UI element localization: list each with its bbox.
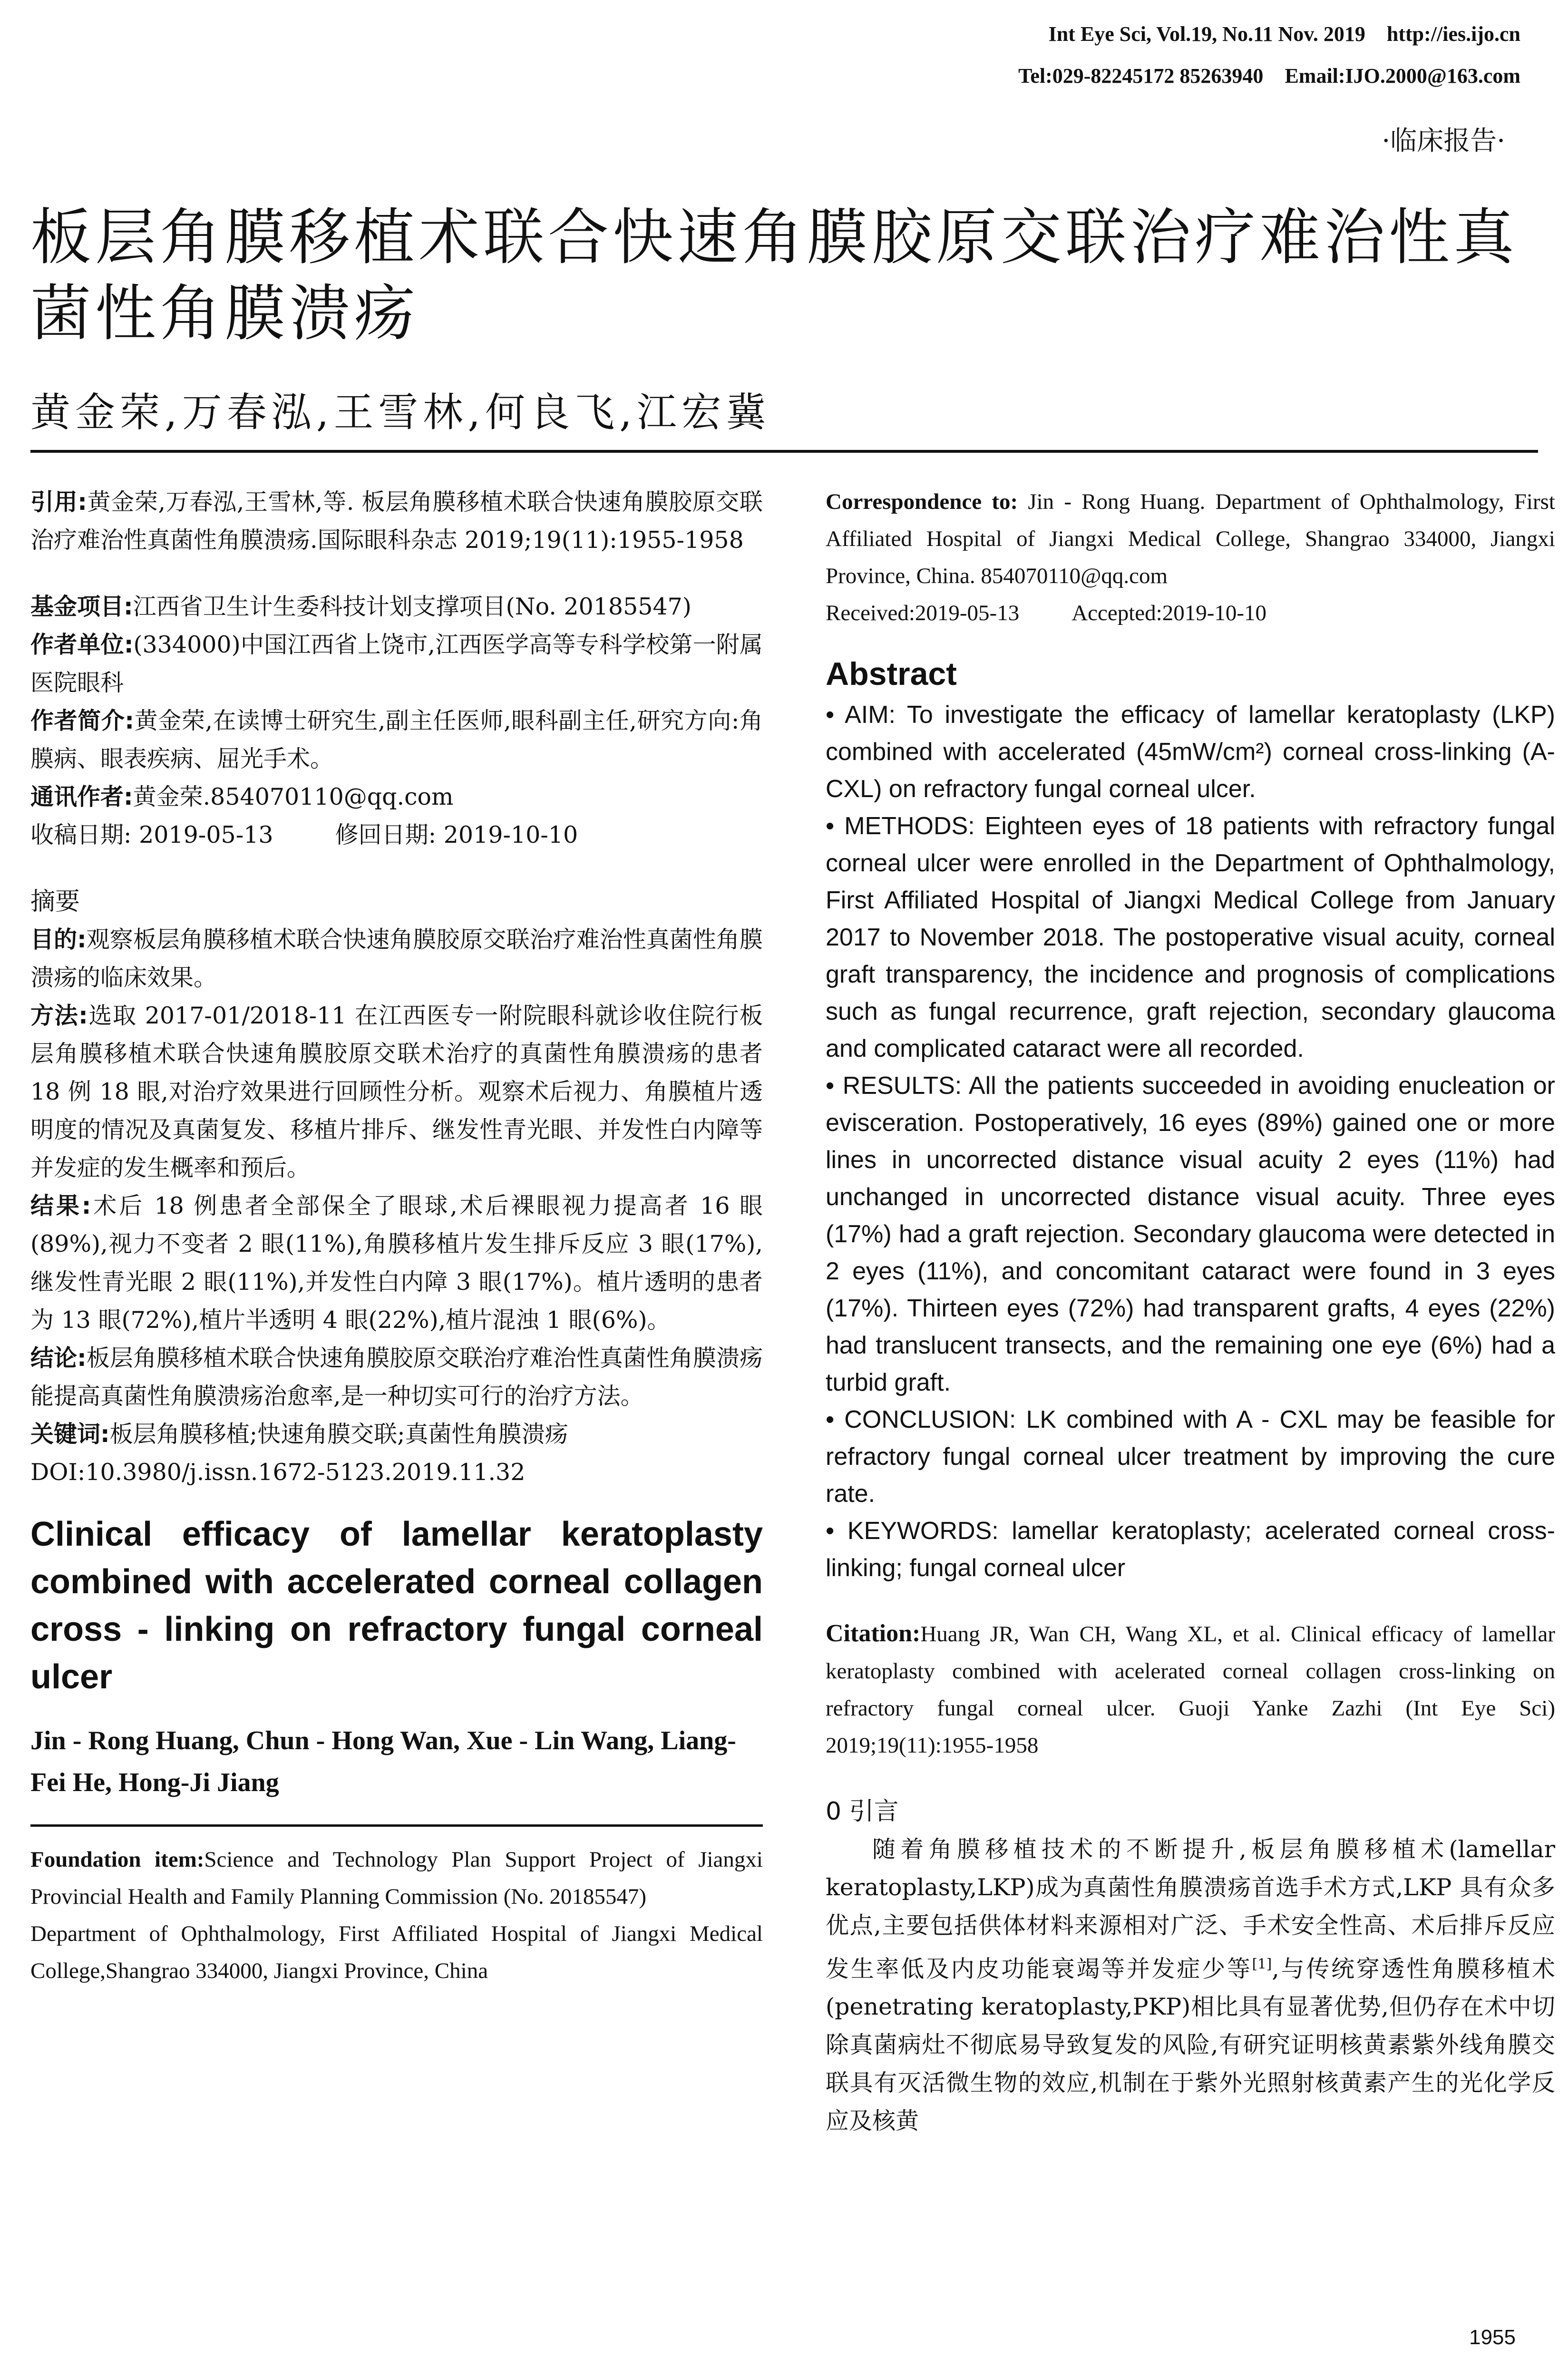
methods-cn <box>30 997 763 1187</box>
affiliation-en: Department of Ophthalmology, First Affiliated Hospital of Jiangxi Medical College,Shangrao 334000, Jiangxi Province, China <box>30 1921 763 1983</box>
authors-divider <box>30 1824 763 1827</box>
conclusion-cn-label: 结论: <box>30 1344 87 1372</box>
correspondence-text: Jin - Rong Huang. Department of Ophthalmology, First Affiliated Hospital of Jiangxi Medical College, Shangrao 334000, Jiangxi Province, China. 854070110@qq.com <box>826 489 1555 588</box>
intro-text: 随着角膜移植技术的不断提升,板层角膜移植术(lamellar keratoplasty,LKP)成为真菌性角膜溃疡首选手术方式,LKP 具有众多优点,主要包括供体材料来源相对广泛、手术安全性高、术后排斥反应发生率低及内皮功能衰竭等并发症少等 <box>826 1836 1555 1983</box>
bio-text: 黄金荣,在读博士研究生,副主任医师,眼科副主任,研究方向:角膜病、眼表疾病、屈光手术。 <box>30 707 763 772</box>
doi[interactable]: DOI:10.3980/j.issn.1672-5123.2019.11.32 <box>30 1459 526 1486</box>
aim-en: • AIM: To investigate the efficacy of lamellar keratoplasty (LKP) combined with accelerated (45mW/cm²) corneal cross-linking (A-CXL) on refractory fungal corneal ulcer. <box>826 701 1555 803</box>
bio-label: 作者简介: <box>30 707 135 734</box>
citation-cn <box>30 483 763 559</box>
results-cn <box>30 1187 763 1339</box>
keywords-en: • KEYWORDS: lamellar keratoplasty; acelerated corneal cross-linking; fungal corneal ulcer <box>826 1517 1555 1582</box>
methods-cn-label: 方法: <box>30 1002 88 1029</box>
fund-item <box>30 588 763 626</box>
correspondence-en <box>826 483 1555 594</box>
foundation-item <box>30 1841 763 1915</box>
fund-label: 基金项目: <box>30 593 133 620</box>
abstract-en-heading: Abstract <box>826 656 957 692</box>
page-number: 1955 <box>1469 2326 1516 2349</box>
abstract-cn-heading: 摘要 <box>30 887 80 916</box>
results-cn-label: 结果: <box>30 1192 91 1219</box>
english-title: Clinical efficacy of lamellar keratoplasty combined with accelerated corneal collagen cross - linking on refractory fungal corneal ulcer <box>30 1515 763 1696</box>
citation-cn-text: 黄金荣,万春泓,王雪林,等. 板层角膜移植术联合快速角膜胶原交联治疗难治性真菌性角膜溃疡.国际眼科杂志 2019;19(11):1955-1958 <box>30 488 763 554</box>
corr-cn-text: 黄金荣.854070110@qq.com <box>133 783 454 810</box>
journal-contact <box>1002 64 1520 88</box>
author-unit <box>30 626 763 702</box>
aim-cn-text: 观察板层角膜移植术联合快速角膜胶原交联治疗难治性真菌性角膜溃疡的临床效果。 <box>30 926 763 991</box>
dates-cn <box>30 816 763 854</box>
journal-tel: Tel:029-82245172 85263940 <box>1018 64 1264 88</box>
conclusion-cn <box>30 1339 763 1415</box>
results-en: • RESULTS: All the patients succeeded in avoiding enucleation or evisceration. Postoperatively, 16 eyes (89%) gained one or more lines in uncorrected distance visual acuity 2 eyes (11%) had unchanged in uncorrected distance visual acuity. Three eyes (17%) had a graft rejection. Secondary glaucoma were detected in 2 eyes (11%), and concomitant cataract were found in 3 eyes (17%). Thirteen eyes (72%) had transparent grafts, 4 eyes (22%) had translucent transects, and the remaining one eye (6%) had a turbid graft. <box>826 1072 1555 1396</box>
corresponding-author-cn <box>30 778 763 816</box>
keywords-cn-label: 关键词: <box>30 1421 110 1448</box>
author-bio <box>30 702 763 778</box>
unit-label: 作者单位: <box>30 631 134 658</box>
authors-chinese: 黄金荣,万春泓,王雪林,何良飞,江宏冀 <box>30 389 771 436</box>
conclusion-en: • CONCLUSION: LK combined with A - CXL may be feasible for refractory fungal corneal ulcer treatment by improving the cure rate. <box>826 1406 1555 1508</box>
journal-url[interactable]: http://ies.ijo.cn <box>1386 22 1520 46</box>
fund-text: 江西省卫生计生委科技计划支撑项目(No. 20185547) <box>133 593 691 620</box>
unit-text: (334000)中国江西省上饶市,江西医学高等专科学校第一附属医院眼科 <box>30 631 763 696</box>
citation-en <box>826 1615 1555 1764</box>
revised-cn: 修回日期: 2019-10-10 <box>335 821 578 848</box>
corr-cn-label: 通讯作者: <box>30 783 133 810</box>
intro-ref[interactable]: [1] <box>1252 1956 1272 1972</box>
aim-cn-label: 目的: <box>30 926 87 953</box>
methods-cn-text: 选取 2017-01/2018-11 在江西医专一附院眼科就诊收住院行板层角膜移植术联合快速角膜胶原交联术治疗的真菌性角膜溃疡的患者 18 例 18 眼,对治疗效果进行回顾性分析。观察术后视力、角膜植片透明度的情况及真菌复发、移植片排斥、继发性青光眼、并发性白内障等并发症的发生概率和预后。 <box>30 1002 763 1181</box>
article-title: 板层角膜移植术联合快速角膜胶原交联治疗难治性真菌性角膜溃疡 <box>30 202 1519 349</box>
title-divider <box>30 450 1538 453</box>
methods-en: • METHODS: Eighteen eyes of 18 patients with refractory fungal corneal ulcer were enrolled in the Department of Ophthalmology, First Affiliated Hospital of Jiangxi Medical College from January 2017 to November 2018. The postoperative visual acuity, corneal graft transparency, the incidence and prognosis of complications such as fungal recurrence, graft rejection, secondary glaucoma and complicated cataract were all recorded. <box>826 812 1555 1062</box>
results-cn-text: 术后 18 例患者全部保全了眼球,术后裸眼视力提高者 16 眼(89%),视力不变者 2 眼(11%),角膜移植片发生排斥反应 3 眼(17%),继发性青光眼 2 眼(11%),并发性白内障 3 眼(17%)。植片透明的患者为 13 眼(72%),植片半透明 4 眼(22%),植片混浊 1 眼(6%)。 <box>30 1192 763 1334</box>
foundation-label: Foundation item: <box>30 1847 205 1872</box>
keywords-cn-text: 板层角膜移植;快速角膜交联;真菌性角膜溃疡 <box>109 1421 568 1448</box>
conclusion-cn-text: 板层角膜移植术联合快速角膜胶原交联治疗难治性真菌性角膜溃疡能提高真菌性角膜溃疡治愈率,是一种切实可行的治疗方法。 <box>30 1344 763 1410</box>
english-authors: Jin - Rong Huang, Chun - Hong Wan, Xue - Lin Wang, Liang-Fei He, Hong-Ji Jiang <box>30 1726 736 1797</box>
keywords-cn <box>30 1415 763 1453</box>
left-column <box>30 483 763 1989</box>
journal-header <box>1032 22 1520 46</box>
right-column <box>826 483 1555 2140</box>
citation-cn-label: 引用: <box>30 488 87 516</box>
intro-text-cont: ,与传统穿透性角膜移植术(penetrating keratoplasty,PKP)相比具有显著优势,但仍存在术中切除真菌病灶不彻底易导致复发的风险,有研究证明核黄素紫外线角膜交联具有灭活微生物的效应,机制在于紫外光照射核黄素产生的光化学反应及核黄 <box>826 1955 1555 2135</box>
received-en: Received:2019-05-13 <box>826 601 1020 625</box>
aim-cn <box>30 921 763 997</box>
received-cn: 收稿日期: 2019-05-13 <box>30 821 273 848</box>
intro-heading: 0 引言 <box>826 1797 899 1826</box>
journal-email[interactable]: Email:IJO.2000@163.com <box>1285 64 1520 88</box>
dates-en <box>826 594 1555 632</box>
section-label: ·临床报告· <box>1382 126 1505 156</box>
citation-en-text: Huang JR, Wan CH, Wang XL, et al. Clinical efficacy of lamellar keratoplasty combined with acelerated corneal collagen cross-linking on refractory fungal corneal ulcer. Guoji Yanke Zazhi (Int Eye Sci) 2019;19(11):1955-1958 <box>826 1622 1555 1758</box>
citation-en-label: Citation: <box>826 1620 921 1647</box>
foundation-text: Science and Technology Plan Support Project of Jiangxi Provincial Health and Family Planning Commission (No. 20185547) <box>30 1847 763 1909</box>
intro-paragraph <box>826 1831 1555 2140</box>
accepted-en: Accepted:2019-10-10 <box>1071 601 1267 625</box>
correspondence-label: Correspondence to: <box>826 489 1018 514</box>
journal-info: Int Eye Sci, Vol.19, No.11 Nov. 2019 <box>1048 22 1365 46</box>
